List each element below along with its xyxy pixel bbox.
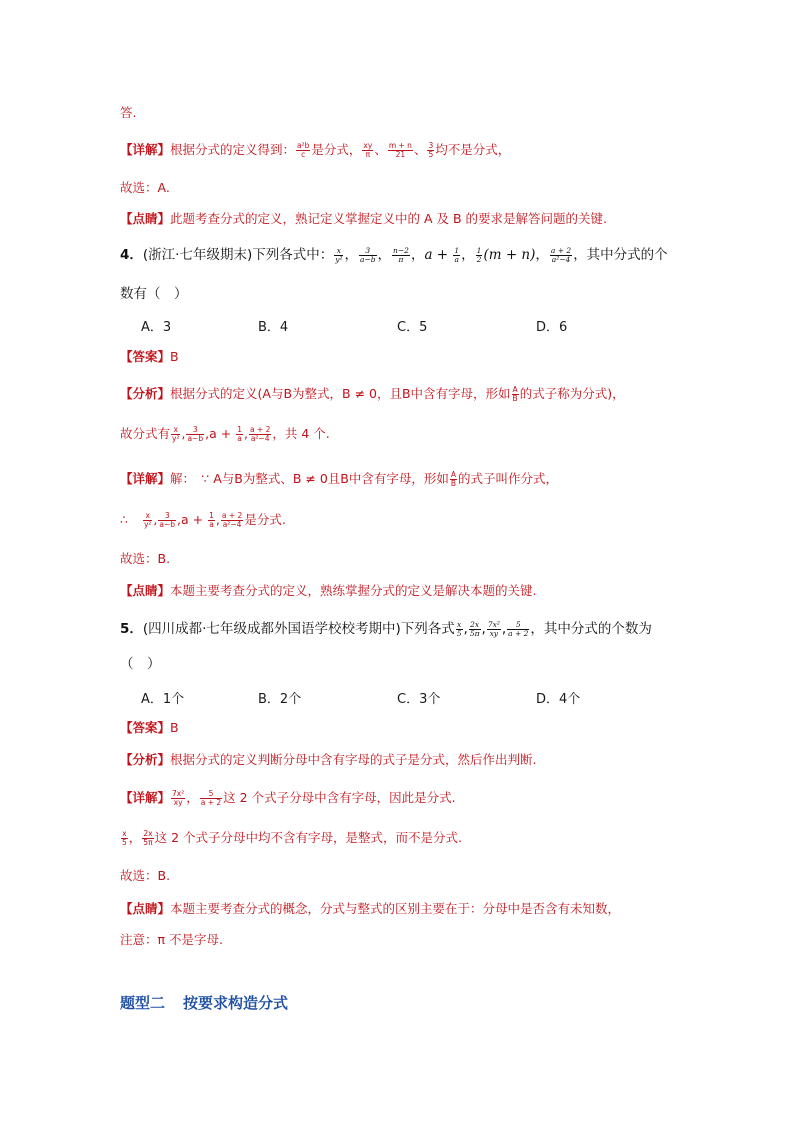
q5-integral: $\frac{x}{5}$ ， $\frac{2x}{5\pi}$ 这 2 个式子分母中均不含有字母，是整式，而不是分式. — [122, 829, 462, 847]
fraction — [236, 426, 243, 443]
fraction — [450, 471, 457, 488]
denominator: 21 — [395, 150, 406, 159]
fraction — [158, 512, 176, 529]
fraction — [453, 247, 460, 264]
fraction — [249, 426, 271, 443]
option-a: A．3 — [141, 320, 172, 335]
question-number: 5． — [120, 621, 143, 637]
numerator: x — [143, 512, 152, 521]
detail-label: 【详解】 — [120, 471, 171, 486]
numerator: 7x² — [172, 789, 185, 798]
question-source: (浙江·七年级期末) — [142, 247, 253, 263]
denominator: a²−4 — [222, 520, 242, 529]
fraction — [392, 247, 410, 264]
denominator: 5 — [456, 628, 462, 638]
analysis-text: 根据分式的定义(A与B为整式，B ≠ 0，且B中含有字母，形如 — [170, 386, 511, 401]
expression: a + — [424, 247, 453, 263]
fraction — [512, 386, 519, 403]
numerator: a²b — [297, 141, 310, 150]
q5-answer — [120, 719, 179, 737]
question-source: (四川成都·七年级成都外国语学校校考期中) — [142, 621, 401, 637]
option-c: C．5 — [397, 320, 428, 335]
answer-value: B — [170, 720, 179, 735]
fraction — [186, 426, 204, 443]
denominator: B — [512, 394, 518, 403]
fraction — [171, 426, 180, 443]
denominator: π — [398, 254, 404, 264]
detail-text: 根据分式的定义得到： — [170, 142, 296, 157]
denominator: 5 — [122, 838, 127, 847]
numerator: m + n — [388, 141, 412, 150]
q4-choice: 故选：B. — [120, 551, 171, 566]
q3-detail — [120, 141, 510, 159]
numerator: x — [334, 247, 343, 256]
fraction — [427, 142, 434, 159]
fraction — [550, 247, 572, 264]
option-d: D．6 — [536, 320, 568, 335]
therefore-sign: ∴ — [120, 512, 128, 527]
note-text: 此题考查分式的定义，熟记定义掌握定义中的 A 及 B 的要求是解答问题的关键. — [170, 211, 608, 226]
answer-label: 【答案】 — [120, 349, 171, 364]
numerator: 3 — [186, 426, 204, 435]
detail-text: 是分式， — [311, 142, 362, 157]
option-b: B．2个 — [258, 692, 302, 707]
fraction — [171, 790, 185, 807]
denominator: xy — [489, 628, 499, 638]
denominator: 5π — [469, 628, 480, 638]
denominator: a²−4 — [551, 254, 571, 264]
numerator: a + 2 — [221, 511, 243, 520]
analysis-label: 【分析】 — [120, 386, 171, 401]
numerator: a + 2 — [249, 425, 271, 434]
analysis-text: 根据分式的定义判断分母中含有字母的式子是分式，然后作出判断. — [170, 752, 537, 767]
expression: a + — [209, 426, 236, 441]
denominator: c — [301, 150, 306, 159]
numerator: 1 — [209, 511, 214, 520]
continued-text: 答. — [120, 105, 137, 120]
q5-note-cont: 注意：π 不是字母. — [120, 932, 223, 947]
numerator: a + 2 — [550, 245, 572, 255]
q3-choice: 故选：A. — [120, 180, 170, 195]
numerator: 5 — [200, 790, 222, 799]
count-text: ，共 4 个. — [272, 426, 330, 441]
fraction — [200, 790, 222, 807]
denominator: B — [450, 479, 456, 488]
option-b: B．4 — [258, 320, 289, 335]
fraction — [388, 142, 413, 159]
denominator: y² — [143, 520, 152, 529]
fraction — [487, 621, 501, 638]
fraction — [142, 830, 153, 847]
numerator: x — [122, 829, 127, 838]
fraction — [362, 142, 373, 159]
numerator: x — [171, 426, 180, 435]
numerator: x — [457, 619, 462, 629]
note-label: 【点睛】 — [120, 211, 171, 226]
stem-text: ，其中分式的个数为 — [530, 621, 652, 637]
fraction — [469, 621, 481, 638]
denominator: a²−4 — [250, 434, 270, 443]
fraction — [208, 512, 215, 529]
q4-detail — [120, 470, 558, 488]
answer-value: B — [170, 349, 179, 364]
numerator: 7x² — [487, 619, 500, 629]
numerator: 3 — [359, 247, 377, 256]
therefore-text: 是分式. — [244, 512, 286, 527]
count-text: 故分式有 — [120, 426, 171, 441]
denominator: a + 2 — [508, 628, 529, 638]
denominator: a — [237, 434, 242, 443]
q5-analysis — [120, 751, 537, 769]
numerator: n−2 — [393, 245, 409, 255]
analysis-text: 的式子称为分式)， — [519, 386, 625, 401]
numerator: A — [450, 470, 456, 479]
answer-label: 【答案】 — [120, 720, 171, 735]
stem-text: 下列各式中： — [252, 247, 334, 263]
q4-analysis — [120, 385, 625, 403]
numerator: 2x — [470, 619, 480, 629]
denominator: a−b — [359, 254, 376, 264]
fraction — [121, 830, 128, 847]
detail-text: 的式子叫作分式， — [458, 471, 559, 486]
fraction — [456, 621, 463, 638]
denominator: a — [209, 520, 214, 529]
numerator: A — [512, 385, 518, 394]
q4-stem: 4．(浙江·七年级期末)下列各式中： $\frac{x}{\text{y²}}$ ， $\frac{3}{a-b}$ ， $\frac{n-2}{\pi}$ ，a + $\frac{1}{a}$ ， $\frac{1}{2}$ (m + n)， $\frac{a + 2}{\text{a²−4}}$ ，其中分式的个 — [120, 245, 668, 264]
fraction — [296, 142, 310, 159]
q5-stem: 5．(四川成都·七年级成都外国语学校校考期中)下列各式 $\frac{x}{5}$ , $\frac{2x}{5\pi}$ , $\frac{\text{7x²}}{xy}$ , $\frac{5}{a + 2}$ ，其中分式的个数为 — [120, 619, 652, 638]
detail-text: 解： ∵ A与B为整式、B ≠ 0且B中含有字母，形如 — [170, 471, 449, 486]
numerator: 1 — [476, 245, 482, 255]
q4-answer — [120, 348, 179, 366]
denominator: a + 2 — [200, 798, 222, 807]
question-number: 4． — [120, 247, 143, 263]
denominator: y² — [172, 434, 180, 443]
expression: (m + n) — [483, 247, 536, 263]
stem-text: 下列各式 — [400, 621, 455, 637]
option-c: C．3个 — [397, 692, 441, 707]
note-label: 【点睛】 — [120, 901, 171, 916]
numerator: 5 — [507, 621, 529, 630]
denominator: a−b — [159, 520, 176, 529]
numerator: 1 — [454, 245, 460, 255]
detail-label: 【详解】 — [120, 142, 171, 157]
denominator: π — [365, 150, 371, 159]
q5-choice: 故选：B. — [120, 868, 171, 883]
denominator: 2 — [476, 254, 482, 264]
separator: 、 — [374, 142, 387, 157]
section-label: 题型二 — [120, 994, 166, 1012]
fraction — [143, 512, 152, 529]
q4-stem-cont: 数有（ ） — [120, 286, 188, 302]
note-label: 【点睛】 — [120, 583, 171, 598]
denominator: y² — [335, 254, 343, 264]
option-d: D．4个 — [536, 692, 581, 707]
note-text: 本题主要考查分式的概念，分式与整式的区别主要在于：分母中是否含有未知数， — [170, 901, 621, 916]
detail-text: 均不是分式， — [435, 142, 511, 157]
numerator: xy — [363, 141, 373, 150]
q4-count: 故分式有 $\frac{x}{\text{y²}}$ , $\frac{3}{a-b}$ ,a + $\frac{1}{a}$ , $\frac{a + 2}{\text{a²−4}}$ ，共 4 个. — [120, 425, 330, 443]
separator: 、 — [413, 142, 427, 157]
denominator: 5 — [428, 150, 434, 159]
denominator: 5π — [143, 838, 153, 847]
detail-label: 【详解】 — [120, 790, 171, 805]
note-text: 本题主要考查分式的定义，熟练掌握分式的定义是解决本题的关键. — [170, 583, 537, 598]
fraction — [476, 247, 483, 264]
numerator: 2x — [143, 829, 153, 838]
detail-text: 这 2 个式子分母中均不含有字母，是整式，而不是分式. — [154, 830, 462, 845]
fraction — [221, 512, 243, 529]
denominator: a — [454, 254, 460, 264]
analysis-label: 【分析】 — [120, 752, 171, 767]
numerator: 1 — [237, 425, 242, 434]
section-heading — [120, 992, 288, 1013]
denominator: a−b — [187, 434, 204, 443]
numerator: 3 — [158, 512, 176, 521]
fraction — [507, 621, 529, 638]
expression: a + — [181, 512, 208, 527]
q4-note — [120, 582, 537, 600]
q5-detail: 【详解】 $\frac{\text{7x²}}{xy}$ ， $\frac{5}{a + 2}$ 这 2 个式子分母中含有字母，因此是分式. — [120, 789, 456, 807]
q4-therefore: ∴ $\frac{x}{\text{y²}}$ , $\frac{3}{a-b}$ ,a + $\frac{1}{a}$ , $\frac{a + 2}{\text{a²−4}}$ 是分式. — [120, 511, 286, 529]
fraction — [334, 247, 343, 264]
option-a: A．1个 — [141, 692, 185, 707]
q5-note — [120, 900, 620, 918]
fraction — [359, 247, 377, 264]
q3-note — [120, 210, 607, 228]
denominator: xy — [173, 798, 183, 807]
q5-stem-cont: （ ） — [120, 656, 161, 672]
section-title: 按要求构造分式 — [183, 994, 289, 1012]
stem-text: ，其中分式的个 — [573, 247, 668, 263]
numerator: 3 — [428, 141, 434, 150]
detail-text: 这 2 个式子分母中含有字母，因此是分式. — [223, 790, 456, 805]
